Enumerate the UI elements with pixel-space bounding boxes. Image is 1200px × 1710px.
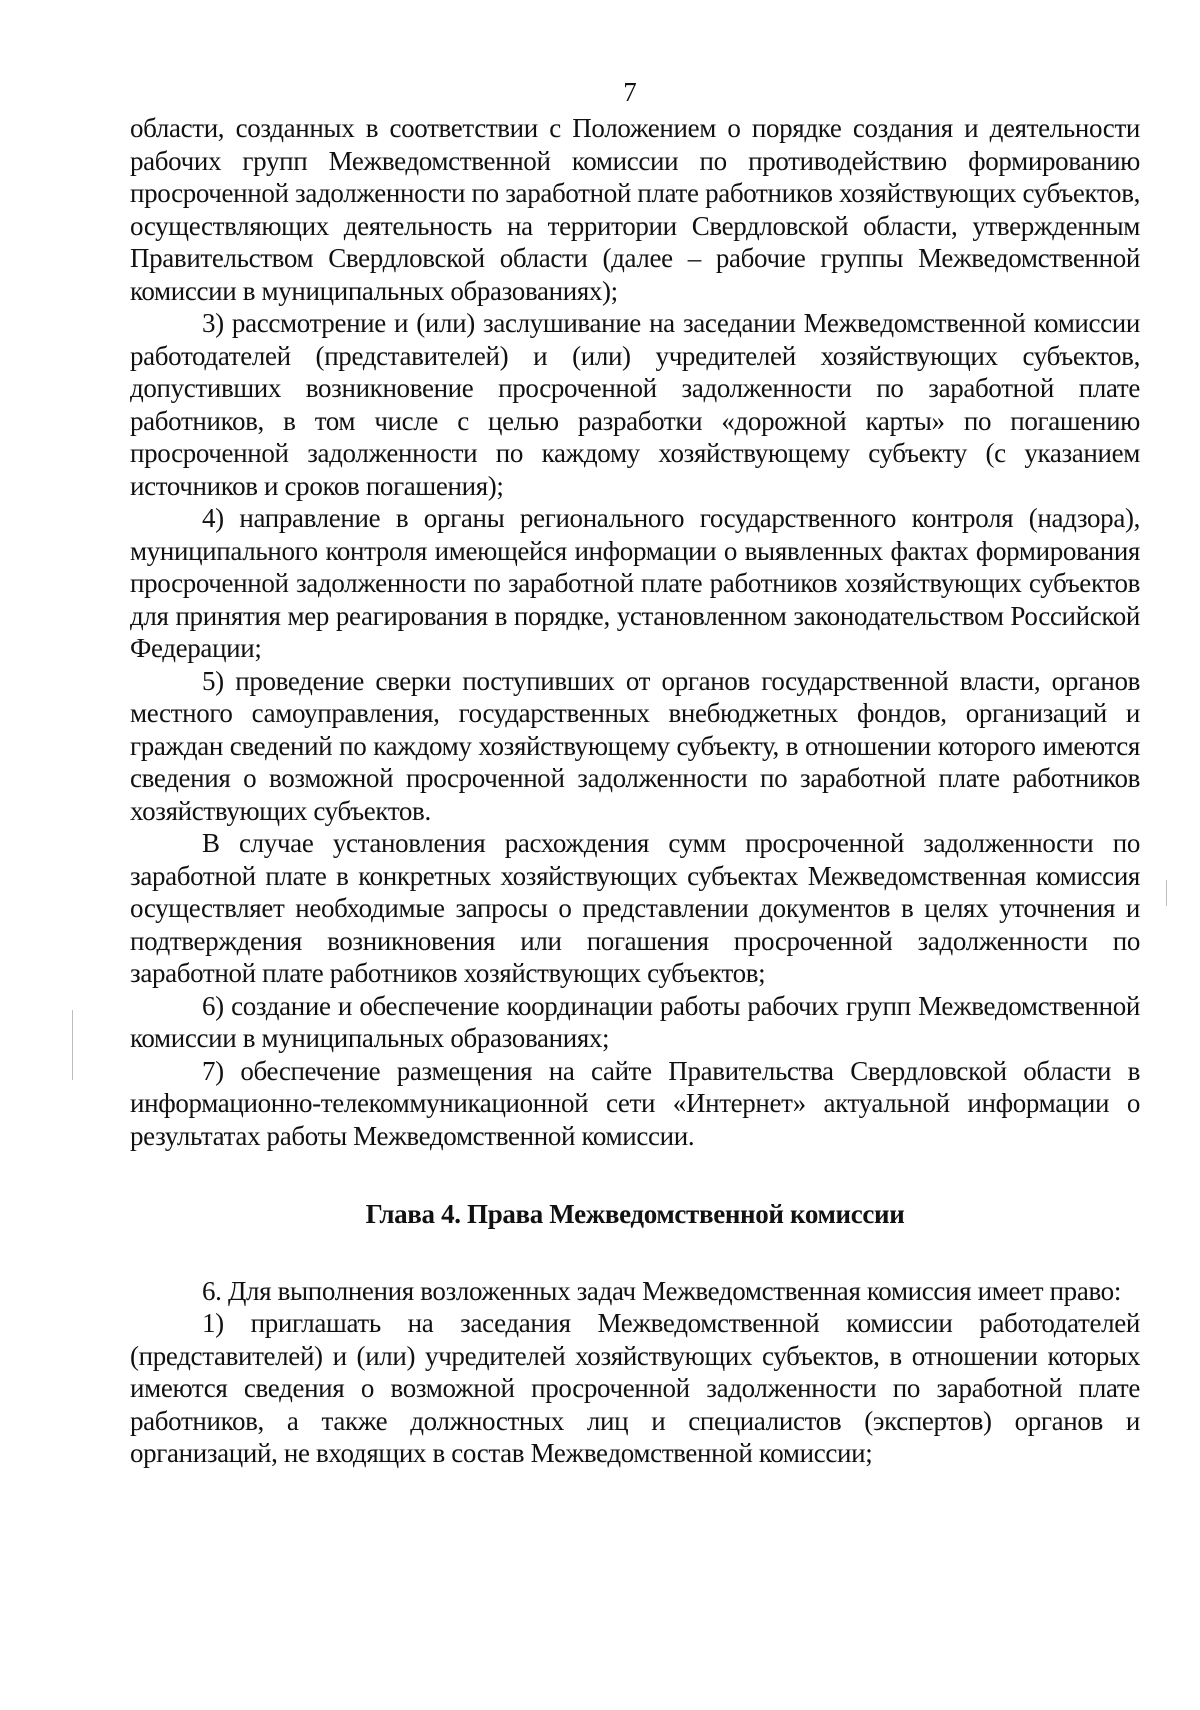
paragraph-item-5: 5) проведение сверки поступивших от органов государственной власти, органов местного самоуправления, государственных внебюджетных фондов, организаций и граждан сведений по каждому хозяйствующему субъекту, в отношении которого имеются сведения о возможной просроченной задолженности по заработной плате работников хозяйствующих субъектов.	[130, 665, 1140, 826]
paragraph-item-4: 4) направление в органы регионального государственного контроля (надзора), муниципального контроля имеющейся информации о выявленных фактах формирования просроченной задолженности по заработной плате работников хозяйствующих субъектов для принятия мер реагирования в порядке, установленном законодательством Российской Федерации;	[130, 503, 1140, 663]
scan-artifact	[1166, 880, 1167, 906]
paragraph-item-7: 7) обеспечение размещения на сайте Правительства Свердловской области в информационно-телекоммуникационной сети «Интернет» актуальной информации о результатах работы Межведомственной комиссии.	[130, 1055, 1140, 1151]
paragraph-discrepancy: В случае установления расхождения сумм просроченной задолженности по заработной плате в конкретных хозяйствующих субъектах Межведомственная комиссия осуществляет необходимые запросы о представлении документов в целях уточнения и подтверждения возникновения или погашения просроченной задолженности по заработной плате работников хозяйствующих субъектов;	[130, 828, 1140, 988]
paragraph-clause-6: 6. Для выполнения возложенных задач Межведомственная комиссия имеет право:	[202, 1275, 1121, 1306]
document-body	[130, 112, 1140, 1470]
scan-artifact	[72, 1010, 73, 1080]
paragraph-right-1: 1) приглашать на заседания Межведомственной комиссии работодателей (представителей) и (или) учредителей хозяйствующих субъектов, в отношении которых имеются сведения о возможной просроченной задолженности по заработной плате работников, а также должностных лиц и специалистов (экспертов) органов и организаций, не входящих в состав Межведомственной комиссии;	[130, 1308, 1140, 1468]
paragraph-item-3: 3) рассмотрение и (или) заслушивание на заседании Межведомственной комиссии работодателей (представителей) и (или) учредителей хозяйствующих субъектов, допустивших возникновение просроченной задолженности по заработной плате работников, в том числе с целью разработки «дорожной карты» по погашению просроченной задолженности по каждому хозяйствующему субъекту (с указанием источников и сроков погашения);	[130, 308, 1140, 501]
paragraph-item-6: 6) создание и обеспечение координации работы рабочих групп Межведомственной комиссии в муниципальных образованиях;	[130, 990, 1140, 1053]
paragraph-continuation: области, созданных в соответствии с Положением о порядке создания и деятельности рабочих групп Межведомственной комиссии по противодействию формированию просроченной задолженности по заработной плате работников хозяйствующих субъектов, осуществляющих деятельность на территории Свердловской области, утвержденным Правительством Свердловской области (далее – рабочие группы Межведомственной комиссии в муниципальных образованиях);	[130, 113, 1140, 306]
chapter-heading: Глава 4. Права Межведомственной комиссии	[365, 1199, 905, 1229]
page-number: 7	[623, 77, 637, 107]
